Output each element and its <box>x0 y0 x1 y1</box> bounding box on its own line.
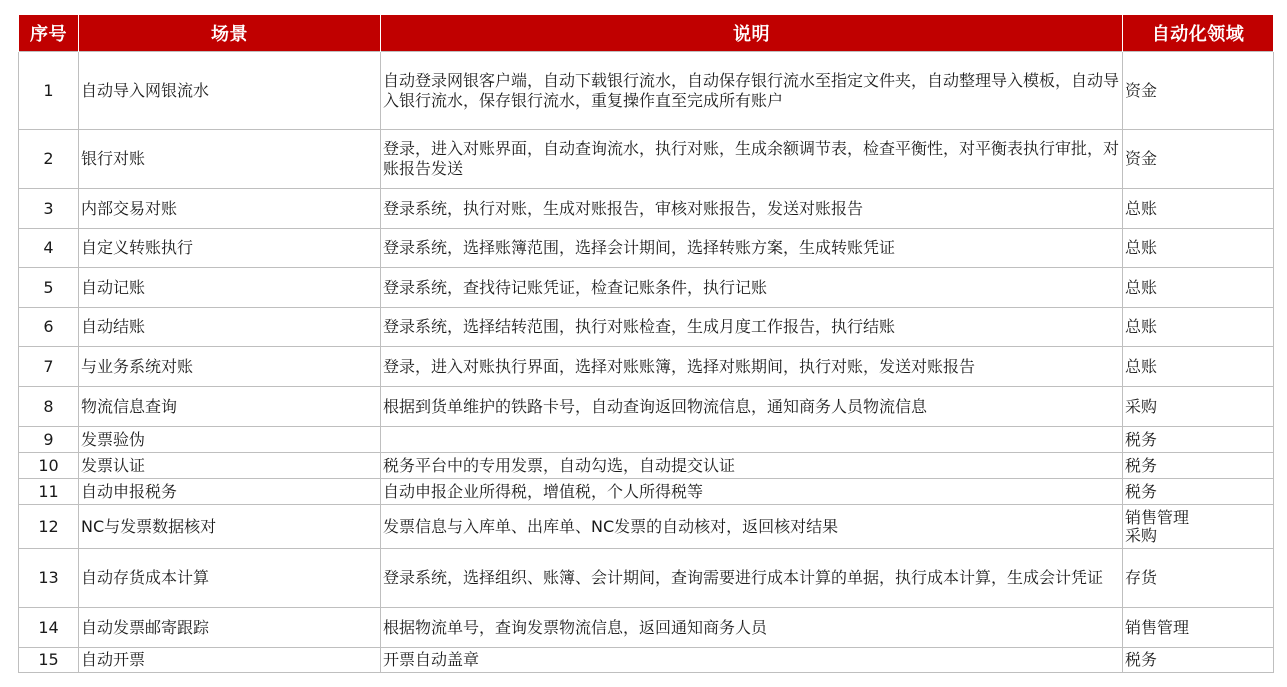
cell-scene: 内部交易对账 <box>79 189 381 229</box>
table-row <box>19 229 1274 268</box>
table-row <box>19 648 1274 673</box>
cell-scene: 银行对账 <box>79 130 381 189</box>
cell-no: 7 <box>19 347 79 387</box>
cell-no: 10 <box>19 453 79 479</box>
rpa-scenario-table-container <box>18 15 1273 673</box>
table-row <box>19 387 1274 427</box>
cell-domain: 总账 <box>1123 229 1274 268</box>
cell-description: 根据到货单维护的铁路卡号，自动查询返回物流信息，通知商务人员物流信息 <box>381 387 1123 427</box>
table-row <box>19 427 1274 453</box>
cell-description: 登录，进入对账执行界面，选择对账账簿，选择对账期间，执行对账，发送对账报告 <box>381 347 1123 387</box>
table-row <box>19 189 1274 229</box>
cell-domain: 税务 <box>1123 427 1274 453</box>
cell-domain: 税务 <box>1123 479 1274 505</box>
cell-domain: 销售管理 <box>1123 608 1274 648</box>
cell-scene: 自动结账 <box>79 308 381 347</box>
cell-domain: 资金 <box>1123 130 1274 189</box>
cell-no: 14 <box>19 608 79 648</box>
cell-domain: 税务 <box>1123 648 1274 673</box>
cell-scene: 发票认证 <box>79 453 381 479</box>
cell-no: 9 <box>19 427 79 453</box>
cell-scene: 自动记账 <box>79 268 381 308</box>
cell-description <box>381 427 1123 453</box>
cell-domain: 采购 <box>1123 387 1274 427</box>
header-scene: 场景 <box>79 15 381 52</box>
cell-scene: 自动导入网银流水 <box>79 52 381 130</box>
cell-description: 自动登录网银客户端，自动下载银行流水，自动保存银行流水至指定文件夹，自动整理导入模板，自动导入银行流水，保存银行流水，重复操作直至完成所有账户 <box>381 52 1123 130</box>
cell-domain: 销售管理 采购 <box>1123 505 1274 549</box>
cell-domain: 税务 <box>1123 453 1274 479</box>
cell-description: 发票信息与入库单、出库单、NC发票的自动核对，返回核对结果 <box>381 505 1123 549</box>
table-row <box>19 130 1274 189</box>
table-row <box>19 347 1274 387</box>
cell-scene: 自动开票 <box>79 648 381 673</box>
cell-scene: 自动存货成本计算 <box>79 549 381 608</box>
cell-description: 登录系统，选择组织、账簿、会计期间，查询需要进行成本计算的单据，执行成本计算，生成会计凭证 <box>381 549 1123 608</box>
cell-domain: 资金 <box>1123 52 1274 130</box>
cell-no: 8 <box>19 387 79 427</box>
cell-no: 6 <box>19 308 79 347</box>
cell-no: 3 <box>19 189 79 229</box>
cell-scene: NC与发票数据核对 <box>79 505 381 549</box>
cell-no: 1 <box>19 52 79 130</box>
header-automation-domain: 自动化领域 <box>1123 15 1274 52</box>
cell-description: 开票自动盖章 <box>381 648 1123 673</box>
cell-scene: 物流信息查询 <box>79 387 381 427</box>
cell-domain: 总账 <box>1123 308 1274 347</box>
cell-no: 12 <box>19 505 79 549</box>
cell-scene: 与业务系统对账 <box>79 347 381 387</box>
table-row <box>19 479 1274 505</box>
cell-scene: 自动发票邮寄跟踪 <box>79 608 381 648</box>
cell-description: 登录系统，执行对账，生成对账报告，审核对账报告，发送对账报告 <box>381 189 1123 229</box>
cell-no: 4 <box>19 229 79 268</box>
table-row <box>19 453 1274 479</box>
cell-description: 登录系统，选择账簿范围，选择会计期间，选择转账方案，生成转账凭证 <box>381 229 1123 268</box>
table-row <box>19 268 1274 308</box>
table-row <box>19 608 1274 648</box>
table-row <box>19 52 1274 130</box>
rpa-scenario-table <box>18 15 1274 673</box>
cell-description: 登录系统，选择结转范围，执行对账检查，生成月度工作报告，执行结账 <box>381 308 1123 347</box>
cell-no: 13 <box>19 549 79 608</box>
cell-no: 5 <box>19 268 79 308</box>
table-header-row <box>19 15 1274 52</box>
cell-domain: 总账 <box>1123 189 1274 229</box>
table-row <box>19 549 1274 608</box>
cell-scene: 自动申报税务 <box>79 479 381 505</box>
cell-no: 2 <box>19 130 79 189</box>
cell-no: 15 <box>19 648 79 673</box>
cell-scene: 自定义转账执行 <box>79 229 381 268</box>
cell-description: 登录，进入对账界面，自动查询流水，执行对账，生成余额调节表，检查平衡性，对平衡表执行审批，对账报告发送 <box>381 130 1123 189</box>
cell-description: 根据物流单号，查询发票物流信息，返回通知商务人员 <box>381 608 1123 648</box>
cell-domain: 存货 <box>1123 549 1274 608</box>
table-row <box>19 308 1274 347</box>
table-row <box>19 505 1274 549</box>
cell-description: 自动申报企业所得税，增值税，个人所得税等 <box>381 479 1123 505</box>
cell-domain: 总账 <box>1123 347 1274 387</box>
header-description: 说明 <box>381 15 1123 52</box>
cell-domain: 总账 <box>1123 268 1274 308</box>
header-no: 序号 <box>19 15 79 52</box>
cell-no: 11 <box>19 479 79 505</box>
cell-scene: 发票验伪 <box>79 427 381 453</box>
cell-description: 税务平台中的专用发票，自动勾选，自动提交认证 <box>381 453 1123 479</box>
cell-description: 登录系统，查找待记账凭证，检查记账条件，执行记账 <box>381 268 1123 308</box>
